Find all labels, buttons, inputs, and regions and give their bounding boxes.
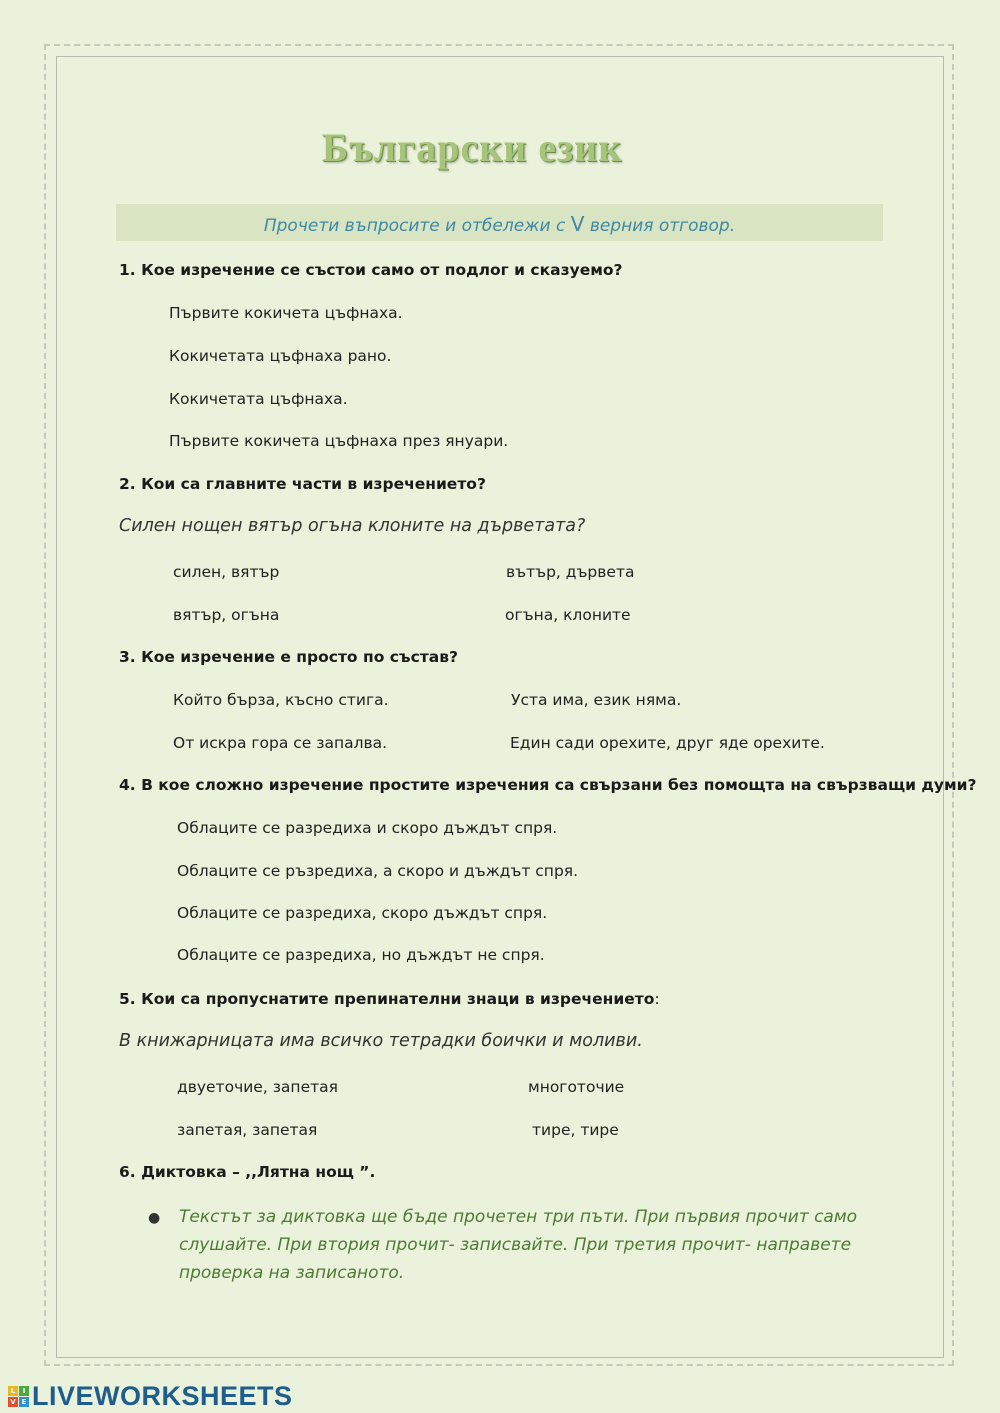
- q2-option-1[interactable]: силен, вятър: [173, 563, 280, 581]
- instruction-banner: [116, 204, 883, 241]
- dictation-instruction: Текстът за диктовка ще бъде прочетен три пъти. При първия прочит само слушайте. При втория прочит- записвайте. При третия прочит- направете проверка на записаното.: [179, 1207, 858, 1283]
- q4-option-1[interactable]: Облаците се разредиха и скоро дъждът спря.: [177, 819, 558, 837]
- q2-option-4[interactable]: огъна, клоните: [505, 606, 631, 624]
- q3-option-3[interactable]: От искра гора се запалва.: [173, 734, 388, 752]
- q2-option-3[interactable]: вятър, огъна: [173, 606, 280, 624]
- question-5-text: 5. Кои са пропуснатите препинателни знаци в изречението: [119, 990, 655, 1008]
- q4-option-2[interactable]: Облаците се ръзредиха, а скоро и дъждът спря.: [177, 862, 579, 880]
- check-mark-icon: V: [570, 212, 585, 236]
- q1-option-1[interactable]: Първите кокичета цъфнаха.: [169, 304, 403, 322]
- page-title: Български език: [321, 125, 623, 170]
- q1-option-2[interactable]: Кокичетата цъфнаха рано.: [169, 347, 392, 365]
- instruction-after: верния отговор.: [589, 216, 736, 236]
- logo-text: LIVEWORKSHEETS: [32, 1380, 293, 1411]
- q3-option-1[interactable]: Който бърза, късно стига.: [173, 691, 389, 709]
- liveworksheets-logo: [8, 1382, 293, 1410]
- q4-option-3[interactable]: Облаците се разредиха, скоро дъждът спря.: [177, 904, 548, 922]
- q5-option-3[interactable]: запетая, запетая: [177, 1121, 318, 1139]
- q1-option-3[interactable]: Кокичетата цъфнаха.: [169, 390, 348, 408]
- q3-option-2[interactable]: Уста има, език няма.: [511, 691, 682, 709]
- question-6: 6. Диктовка – ,,Лятна нощ ”.: [119, 1163, 376, 1181]
- q5-example-sentence: В книжарницата има всичко тетрадки боички и моливи.: [119, 1031, 643, 1051]
- q4-option-4[interactable]: Облаците се разредиха, но дъждът не спря.: [177, 946, 545, 964]
- logo-block-l: L: [8, 1386, 18, 1396]
- logo-blocks-icon: [8, 1386, 29, 1407]
- question-1: 1. Кое изречение се състои само от подлог и сказуемо?: [119, 261, 623, 279]
- question-5-colon: :: [654, 990, 660, 1008]
- question-4: 4. В кое сложно изречение простите изречения са свързани без помощта на свързващи думи?: [119, 776, 977, 794]
- q1-option-4[interactable]: Първите кокичета цъфнаха през януари.: [169, 432, 509, 450]
- question-2: 2. Кои са главните части в изречението?: [119, 475, 486, 493]
- q5-option-1[interactable]: двуеточие, запетая: [177, 1078, 338, 1096]
- q2-option-2[interactable]: вътър, дървета: [506, 563, 635, 581]
- q5-option-2[interactable]: многоточие: [528, 1078, 625, 1096]
- logo-block-e: E: [19, 1397, 29, 1407]
- q5-option-4[interactable]: тире, тире: [532, 1121, 619, 1139]
- logo-block-v: V: [8, 1397, 18, 1407]
- question-3: 3. Кое изречение е просто по състав?: [119, 648, 459, 666]
- question-5: [119, 989, 660, 1008]
- q3-option-4[interactable]: Един сади орехите, друг яде орехите.: [510, 734, 825, 752]
- instruction-before: Прочети въпросите и отбележи с: [263, 216, 566, 236]
- instruction-text: [116, 212, 883, 236]
- bullet-dot-icon: ●: [148, 1210, 161, 1226]
- logo-block-i: I: [19, 1386, 29, 1396]
- q2-example-sentence: Силен нощен вятър огъна клоните на дърветата?: [119, 516, 586, 536]
